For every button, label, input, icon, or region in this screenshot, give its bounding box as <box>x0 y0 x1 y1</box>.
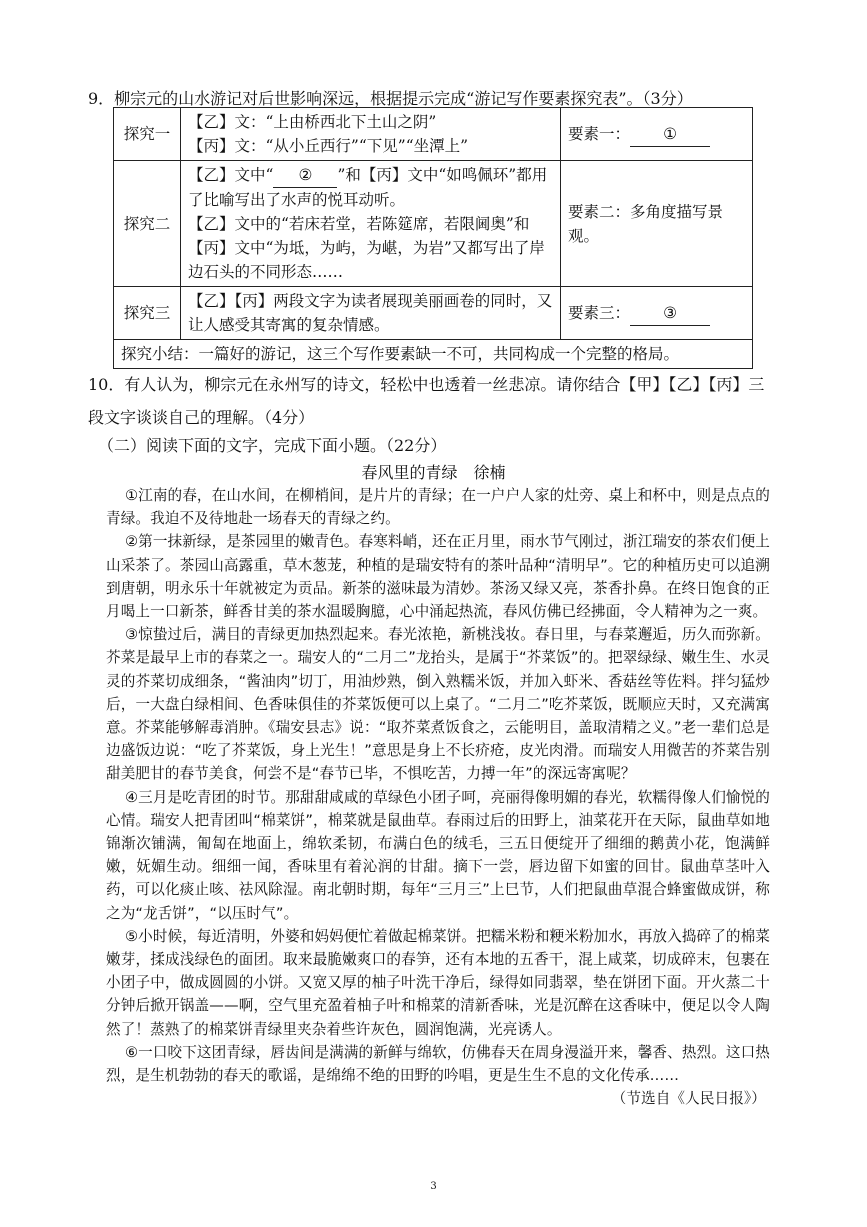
paragraph: ②第一抹新绿，是茶园里的嫩青色。春寒料峭，还在正月里，雨水节气刚过，浙江瑞安的茶农们便上山采茶了。茶园山高露重，草木葱茏，种植的是瑞安特有的茶叶品种“清明早”。它的种植历史可以追溯到唐朝，明永乐十年就被定为贡品。新茶的滋味最为清妙。茶汤又绿又亮，茶香扑鼻。在终日饱食的正月喝上一口新茶，鲜香甘美的茶水温暖胸臆，心中涌起热流，春风仿佛已经拂面，令人精神为之一爽。 <box>106 533 770 621</box>
row-label: 探究二 <box>114 161 181 287</box>
paragraph: ③惊蛰过后，满目的青绿更加热烈起来。春光浓艳，新桃浅妆。春日里，与春菜邂逅，历久而弥新。芥菜是最早上市的春菜之一。瑞安人的“二月二”龙抬头，是属于“芥菜饭”的。把翠绿绿、嫩生生、水灵灵的芥菜切成细条，“酱油肉”切丁，用油炒熟，倒入熟糯米饭，并加入虾米、香菇丝等佐料。拌匀猛炒后，一大盘白绿相间、色香味俱佳的芥菜饭便可以上桌了。“二月二”吃芥菜饭，既顺应天时，又充满寓意。芥菜能够解毒消肿。《瑞安县志》说：“取芥菜煮饭食之，云能明目，盖取清精之义。”老一辈们总是边盛饭边说：“吃了芥菜饭，身上光生！”意思是身上不长疥疮，皮光肉滑。而瑞安人用微苦的芥菜告别甜美肥甘的春节美食，何尝不是“春节已毕，不惧吃苦，力搏一年”的深远寄寓呢？ <box>106 626 770 783</box>
element-label: 要素一： <box>568 124 631 143</box>
article-source: （节选自《人民日报》） <box>611 1090 766 1108</box>
content-line: 【乙】文：“上由桥西北下土山之阴” <box>188 113 437 131</box>
article-body <box>106 484 770 1110</box>
paragraph: ④三月是吃青团的时节。那甜甜咸咸的草绿色小团子呵，亮丽得像明媚的春光，软糯得像人们愉悦的心情。瑞安人把青团叫“棉菜饼”，棉菜就是鼠曲草。春雨过后的田野上，油菜花开在天际，鼠曲草如地锦渐次铺满，匍匐在地面上，绵软柔韧，布满白色的绒毛，三五日便绽开了细细的鹅黄小花，饱满鲜嫩，妩媚生动。细细一闻，香味里有着沁润的甘甜。摘下一尝，唇边留下如蜜的回甘。鼠曲草茎叶入药，可以化痰止咳、祛风除湿。南北朝时期，每年“三月三”上巳节，人们把鼠曲草混合蜂蜜做成饼，称之为“龙舌饼”，“以压时气”。 <box>106 788 770 922</box>
element-cell <box>561 287 753 340</box>
paragraph: ①江南的春，在山水间，在柳梢间，是片片的青绿；在一户户人家的灶旁、桌上和杯中，则是点点的青绿。我迫不及待地赴一场春天的青绿之约。 <box>106 487 770 528</box>
row-content <box>181 108 561 161</box>
answer-blank-1[interactable]: ① <box>630 122 710 147</box>
content-line: 【乙】文中“ ② ”和【丙】文中“如鸣佩环”都用了比喻写出了水声的悦耳动听。 <box>188 163 553 212</box>
section-heading: （二）阅读下面的文字，完成下面小题。（22分） <box>98 436 447 455</box>
exploration-table <box>113 107 753 369</box>
content-line: 【丙】文：“从小丘西行”“下见”“坐潭上” <box>188 137 469 155</box>
answer-blank-2[interactable]: ② <box>273 163 337 188</box>
table-row <box>114 108 753 161</box>
table-row <box>114 287 753 340</box>
question-10: 10．有人认为，柳宗元在永州写的诗文，轻松中也透着一丝悲凉。请你结合【甲】【乙】【丙】三段文字谈谈自己的理解。（4分） <box>88 375 765 427</box>
content-line: 【乙】文中的“若床若堂，若陈筵席，若限阃奥”和【丙】文中“为坻，为屿，为嵁，为岩”又都写出了岸边石头的不同形态…… <box>188 215 545 281</box>
element-cell: 要素二：多角度描写景观。 <box>561 161 753 287</box>
question-9: 9．柳宗元的山水游记对后世影响深远，根据提示完成“游记写作要素探究表”。（3分） <box>88 89 693 108</box>
element-label: 要素三： <box>568 303 631 322</box>
article-title: 春风里的青绿 徐楠 <box>361 463 506 482</box>
element-cell <box>561 108 753 161</box>
paragraph: ⑥一口咬下这团青绿，唇齿间是满满的新鲜与绵软，仿佛春天在周身漫溢开来，馨香、热烈。这口热烈，是生机勃勃的春天的歌谣，是绵绵不绝的田野的吟唱，更是生生不息的文化传承…… <box>106 1043 770 1085</box>
row-label: 探究一 <box>114 108 181 161</box>
summary-cell: 探究小结：一篇好的游记，这三个写作要素缺一不可，共同构成一个完整的格局。 <box>114 340 753 369</box>
answer-blank-3[interactable]: ③ <box>630 301 710 326</box>
row-label: 探究三 <box>114 287 181 340</box>
page-number: 3 <box>430 1181 437 1192</box>
row-content: 【乙】【丙】两段文字为读者展现美丽画卷的同时，又让人感受其寄寓的复杂情感。 <box>181 287 561 340</box>
row-content <box>181 161 561 287</box>
table-row <box>114 340 753 369</box>
table-row <box>114 161 753 287</box>
paragraph: ⑤小时候，每近清明，外婆和妈妈便忙着做起棉菜饼。把糯米粉和粳米粉加水，再放入捣碎了的棉菜嫩芽，揉成浅绿色的面团。取来最脆嫩爽口的春笋，还有本地的五香干，混上咸菜，切成碎末，包裹在小团子中，做成圆圆的小饼。又宽又厚的柚子叶洗干净后，绿得如同翡翠，垫在饼团下面。开火蒸二十分钟后掀开锅盖——啊，空气里充盈着柚子叶和棉菜的清新香味，光是沉醉在这香味中，便足以令人陶然了！蒸熟了的棉菜饼青绿里夹杂着些许灰色，圆润饱满，光亮诱人。 <box>106 927 770 1038</box>
